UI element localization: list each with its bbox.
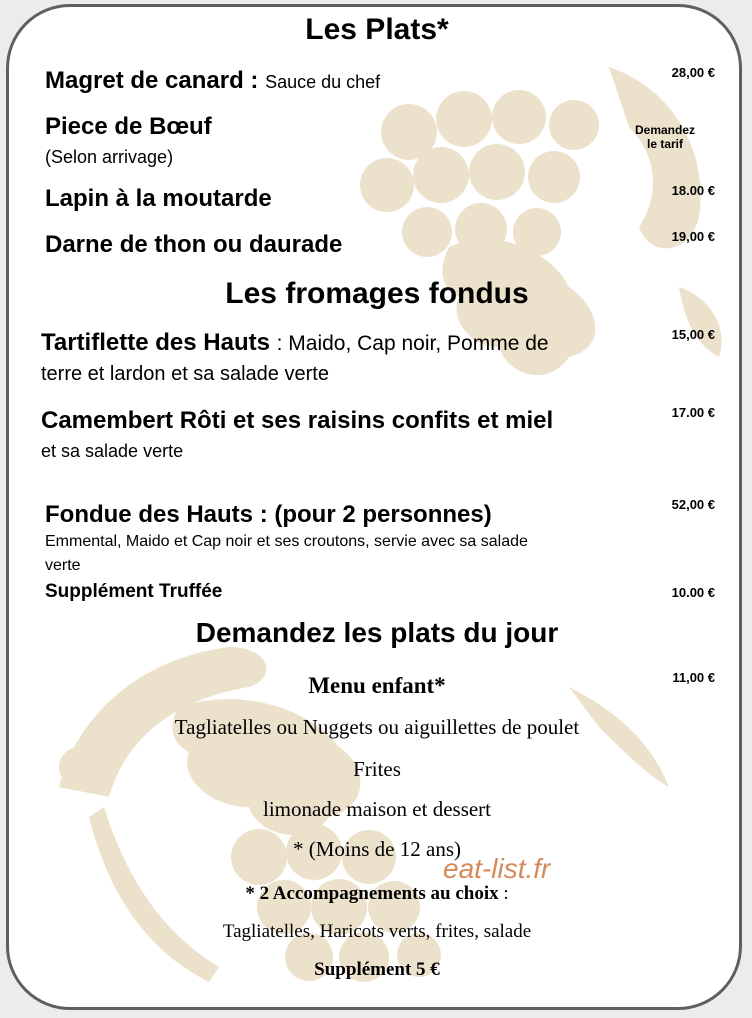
enfant-line-4: * (Moins de 12 ans) xyxy=(293,837,461,861)
price-boeuf-line2: le tarif xyxy=(646,137,683,151)
price-truffee: 10.00 € xyxy=(671,585,715,600)
dish-desc: Sauce du chef xyxy=(265,72,381,92)
price-camembert: 17.00 € xyxy=(671,405,715,420)
dish-boeuf-name: Piece de Bœuf xyxy=(45,113,212,140)
price-lapin: 18.00 € xyxy=(671,183,715,198)
price-magret: 28,00 € xyxy=(671,65,715,80)
dish-tartiflette xyxy=(41,329,549,357)
dish-tartiflette-desc: terre et lardon et sa salade verte xyxy=(41,363,329,385)
price-fondue: 52,00 € xyxy=(671,497,715,512)
enfant-line-2: Frites xyxy=(353,757,401,781)
supplement-enfant: Supplément 5 € xyxy=(314,959,440,980)
accompagnements-colon: : xyxy=(498,883,509,904)
dish-camembert-desc: et sa salade verte xyxy=(41,441,184,461)
dish-lapin: Lapin à la moutarde xyxy=(45,185,272,212)
price-enfant: 11,00 € xyxy=(672,670,715,685)
dish-camembert: Camembert Rôti et ses raisins confits et miel xyxy=(41,407,554,434)
accompagnements-list: Tagliatelles, Haricots verts, frites, salade xyxy=(222,921,532,942)
accompagnements-line xyxy=(9,883,742,905)
enfant-line-3: limonade maison et dessert xyxy=(262,797,492,821)
dish-name: Tartiflette des Hauts xyxy=(41,329,270,356)
section-title-jour: Demandez les plats du jour xyxy=(195,617,559,648)
dish-magret xyxy=(45,67,380,95)
menu-enfant-title: Menu enfant* xyxy=(308,673,446,698)
section-title-plats: Les Plats* xyxy=(305,13,449,46)
price-boeuf xyxy=(615,123,715,151)
price-darne: 19,00 € xyxy=(671,229,715,244)
dish-boeuf-desc: (Selon arrivage) xyxy=(45,147,174,167)
accompagnements-title: * 2 Accompagnements au choix xyxy=(245,883,499,904)
dish-name: Magret de canard : xyxy=(45,67,259,94)
enfant-line-1: Tagliatelles ou Nuggets ou aiguillettes de poulet xyxy=(174,715,580,739)
price-boeuf-line1: Demandez xyxy=(634,123,696,137)
dish-darne: Darne de thon ou daurade xyxy=(45,231,343,258)
supplement-truffee: Supplément Truffée xyxy=(45,581,223,602)
dish-fondue-desc-a: Emmental, Maido et Cap noir et ses croutons, servie avec sa salade xyxy=(45,533,528,550)
section-title-fromages: Les fromages fondus xyxy=(225,277,529,310)
price-tartiflette: 15,00 € xyxy=(671,327,715,342)
menu-card xyxy=(6,4,742,1010)
dish-desc: : Maido, Cap noir, Pomme de xyxy=(276,332,549,355)
dish-fondue: Fondue des Hauts : (pour 2 personnes) xyxy=(45,501,492,528)
dish-fondue-desc-b: verte xyxy=(45,557,81,574)
watermark: eat-list.fr xyxy=(443,853,551,884)
